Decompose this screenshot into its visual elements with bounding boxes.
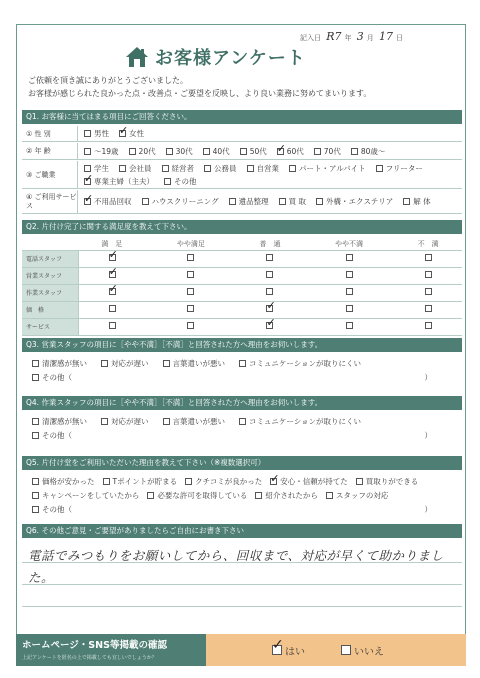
q4-option-label: コミュニケーションが取りにくい [249,416,362,426]
q5-options-row-1 [22,474,462,488]
satisfaction-column-header: やや満足 [146,238,236,250]
checkbox[interactable] [272,645,282,655]
comment-handwriting-1: 電話でみつもりをお願いしてから、回収まで、対応が早くて助かりまし [28,548,444,563]
age-option[interactable] [351,146,386,157]
checkbox[interactable] [109,322,116,329]
satisfaction-column-header: 不 満 [394,238,462,250]
checkbox[interactable] [147,492,154,499]
checkbox[interactable] [32,360,39,367]
satisfaction-row [22,250,462,267]
checkbox[interactable] [142,198,149,205]
q5-reasons [22,474,462,516]
satisfaction-cell [236,318,304,335]
q5-option[interactable] [326,490,389,501]
satisfaction-cell [304,267,394,284]
q3-other-close: ） [424,372,432,382]
checkbox[interactable] [279,198,286,205]
date-line [300,30,403,43]
greeting-line-1: ご依頼を頂き誠にありがとうございました。 [28,76,188,85]
q3-option[interactable] [239,358,361,369]
q4-reasons [22,414,462,442]
age-option[interactable] [129,146,156,157]
ruled-line [22,584,462,585]
gender-option[interactable] [84,128,109,139]
service-option-label: 解 体 [413,197,431,206]
service-option-label: ハウスクリーニング [151,197,219,206]
age-option[interactable] [277,146,304,157]
checkbox[interactable] [346,288,353,295]
satisfaction-cell [304,301,394,318]
checkbox[interactable] [101,418,108,425]
age-option[interactable] [314,146,341,157]
checkbox[interactable] [84,198,91,205]
job-option-label: 会社員 [129,163,152,173]
checkbox[interactable] [277,148,284,155]
checkbox[interactable] [403,198,410,205]
q2-title: Q2. 片付け完了に関する満足度を教えて下さい。 [22,220,462,234]
service-option[interactable] [403,196,430,207]
checkbox[interactable] [32,374,39,381]
service-option-label: 不用品回収 [94,197,132,206]
q5-option[interactable] [270,476,348,487]
age-options [78,146,462,157]
checkbox[interactable] [187,254,194,261]
age-option-label: 40代 [212,146,230,156]
checkbox[interactable] [119,165,126,172]
q3-option-label: 清潔感が無い [42,358,87,368]
satisfaction-cell [394,301,462,318]
checkbox[interactable] [326,492,333,499]
q5-other[interactable] [22,502,462,516]
satisfaction-cell [394,250,462,267]
checkbox[interactable] [204,165,211,172]
satisfaction-table [22,238,462,336]
q5-options-row-2 [22,488,462,502]
satisfaction-cell [78,284,146,301]
satisfaction-column-header: やや不満 [304,238,394,250]
checkbox[interactable] [425,288,432,295]
checkbox[interactable] [32,492,39,499]
satisfaction-cell [78,301,146,318]
q5-other-label: その他（ [42,504,72,514]
checkbox[interactable] [84,165,91,172]
satisfaction-header [22,238,462,250]
title-text: お客様アンケート [155,48,306,69]
greeting-line-2: お客様が感じられた良かった点・改善点・ご要望を反映し、より良い業務に努めてまいります。 [28,89,372,98]
checkbox[interactable] [266,305,273,312]
satisfaction-cell [304,284,394,301]
q3-option-label: 言葉遣いが悪い [172,358,225,368]
q4-option-label: 言葉遣いが悪い [172,416,225,426]
consent-no[interactable] [341,643,384,658]
q4-other-close: ） [424,430,432,440]
q3-option[interactable] [101,358,149,369]
greeting [28,74,371,100]
checkbox[interactable] [229,198,236,205]
job-option-label: 学生 [94,163,109,173]
satisfaction-cell [146,267,236,284]
job-option-label: 自営業 [256,163,279,173]
satisfaction-body [22,250,462,335]
job-option-label: その他 [174,176,197,186]
checkbox[interactable] [239,360,246,367]
satisfaction-cell [394,318,462,335]
q4-title: Q4. 作業スタッフの項目に［やや不満］［不満］と回答された方へ理由をお伺いします。 [22,396,462,410]
checkbox[interactable] [316,198,323,205]
satisfaction-cell [146,318,236,335]
date-label: 記入日 [300,34,321,42]
q3-reasons [22,356,462,384]
service-option-label: 外構・エクステリア [326,197,394,206]
checkbox[interactable] [84,130,91,137]
q5-title: Q5. 片付け堂をご利用いただいた理由を教えて下さい（※複数選択可） [22,456,462,470]
service-option[interactable] [84,196,132,207]
job-option[interactable] [376,163,423,174]
checkbox[interactable] [266,288,273,295]
q5-option-label: スタッフの対応 [335,490,389,500]
q4-other[interactable] [22,428,462,442]
checkbox[interactable] [255,492,262,499]
date-day: 17 [378,30,393,43]
checkbox[interactable] [376,165,383,172]
satisfaction-cell [236,250,304,267]
age-option-label: 50代 [249,146,267,156]
checkbox[interactable] [187,305,194,312]
q4-option[interactable] [101,416,149,427]
q5-option[interactable] [185,476,262,487]
age-label: ② 年 齢 [22,143,78,159]
gender-option[interactable] [119,128,144,139]
checkbox[interactable] [163,360,170,367]
job-option[interactable] [162,163,195,174]
checkbox[interactable] [351,148,358,155]
consent-yes-label: はい [285,646,305,658]
checkbox[interactable] [32,418,39,425]
q3-title: Q3. 営業スタッフの項目に［やや不満］［不満］と回答された方へ理由をお伺いします。 [22,338,462,352]
service-label: ④ ご利用サービス [22,190,78,213]
checkbox[interactable] [187,288,194,295]
consent-note: 上記アンケートを匿名の上で掲載しても宜しいでしょうか？ [22,655,157,661]
q5-option[interactable] [103,476,178,487]
checkbox[interactable] [103,478,110,485]
date-month: 3 [356,30,364,43]
q5-option[interactable] [147,490,247,501]
q1-gender-row [22,126,462,142]
q1-service-row [22,190,462,214]
satisfaction-row [22,267,462,284]
consent-options [206,634,466,666]
q6-title: Q6. その他ご意見・ご要望がありましたらご自由にお書き下さい [22,524,462,538]
service-options [78,196,462,207]
checkbox[interactable] [314,148,321,155]
checkbox[interactable] [32,506,39,513]
q1-age-row [22,143,462,160]
checkbox[interactable] [203,148,210,155]
page-title [125,44,306,70]
checkbox[interactable] [84,148,91,155]
service-option-label: 遺品整理 [238,197,269,206]
q5-option-label: Tポイントが貯まる [112,476,178,486]
checkbox[interactable] [239,418,246,425]
checkbox[interactable] [346,254,353,261]
checkbox[interactable] [266,322,273,329]
q3-other-label: その他（ [42,372,72,382]
checkbox[interactable] [187,322,194,329]
checkbox[interactable] [346,322,353,329]
job-option-label: 公務員 [214,163,237,173]
service-option[interactable] [142,196,219,207]
checkbox[interactable] [341,645,351,655]
q3-option[interactable] [163,358,226,369]
satisfaction-cell [146,301,236,318]
age-option[interactable] [203,146,230,157]
q1-job-row [22,161,462,189]
q1-title: Q1. お客様に当てはまる項目にご回答ください。 [22,110,462,124]
satisfaction-row [22,318,462,335]
q5-other-close: ） [424,504,432,514]
job-label: ③ ご職業 [22,161,78,188]
date-year: R7 [326,30,342,43]
q4-options [22,414,462,428]
satisfaction-row [22,284,462,301]
date-day-suffix: 日 [395,34,403,42]
satisfaction-cell [304,318,394,335]
job-option[interactable] [84,176,154,187]
job-option[interactable] [204,163,237,174]
satisfaction-cell [146,250,236,267]
q3-options [22,356,462,370]
gender-option-label: 男性 [94,129,109,138]
checkbox[interactable] [109,305,116,312]
checkbox[interactable] [346,271,353,278]
q4-other-label: その他（ [42,430,72,440]
comment-area[interactable] [22,540,462,632]
publish-consent [16,634,466,666]
q5-option[interactable] [32,476,95,487]
q5-option-label: 価格が安かった [42,476,95,486]
q5-option-label: クチコミが良かった [195,476,263,486]
checkbox[interactable] [109,288,116,295]
checkbox[interactable] [425,322,432,329]
satisfaction-cell [304,250,394,267]
job-option-label: 専業主婦（主夫） [94,176,154,186]
satisfaction-row-label: サービス [22,318,78,335]
satisfaction-cell [394,267,462,284]
q3-option-label: コミュニケーションが取りにくい [249,358,362,368]
satisfaction-column-header: 満 足 [78,238,146,250]
checkbox[interactable] [270,478,277,485]
ruled-line [22,606,462,607]
q5-option[interactable] [356,476,419,487]
q3-option[interactable] [32,358,87,369]
satisfaction-cell [146,284,236,301]
checkbox[interactable] [240,148,247,155]
age-option-label: 70代 [323,146,341,156]
q4-option[interactable] [163,416,226,427]
checkbox[interactable] [84,178,91,185]
q5-option[interactable] [32,490,139,501]
consent-no-label: いいえ [354,646,384,658]
satisfaction-column-header: 普 通 [236,238,304,250]
age-option-label: 20代 [138,146,156,156]
checkbox[interactable] [266,271,273,278]
gender-label: ① 性 別 [22,126,78,141]
satisfaction-cell [394,284,462,301]
comment-handwriting-2: た。 [28,570,55,585]
checkbox[interactable] [247,165,254,172]
age-option[interactable] [84,146,119,157]
q5-option-label: キャンペーンをしていたから [42,490,140,500]
q5-option-label: 買取りができる [365,476,419,486]
checkbox[interactable] [162,165,169,172]
checkbox[interactable] [425,271,432,278]
checkbox[interactable] [32,432,39,439]
job-option[interactable] [289,163,366,174]
checkbox[interactable] [166,148,173,155]
checkbox[interactable] [266,254,273,261]
checkbox[interactable] [425,254,432,261]
job-option-label: 経営者 [171,163,194,173]
satisfaction-row-label: 電話スタッフ [22,250,78,267]
age-option-label: 30代 [175,146,193,156]
service-option[interactable] [279,196,306,207]
q4-option-label: 対応が遅い [111,416,149,426]
q5-option-label: 必要な許可を取得している [157,490,248,500]
age-option-label: 60代 [286,146,304,156]
checkbox[interactable] [109,254,116,261]
satisfaction-cell [78,318,146,335]
q4-option-label: 清潔感が無い [42,416,87,426]
checkbox[interactable] [289,165,296,172]
job-option[interactable] [164,176,197,187]
age-option[interactable] [166,146,193,157]
satisfaction-row-label: 価 格 [22,301,78,318]
job-option-label: パート・アルバイト [299,163,366,173]
checkbox[interactable] [164,178,171,185]
service-option[interactable] [316,196,393,207]
q4-option[interactable] [239,416,361,427]
consent-title-block [16,634,206,666]
checkbox[interactable] [425,305,432,312]
checkbox[interactable] [119,130,126,137]
satisfaction-row [22,301,462,318]
gender-options [78,128,462,139]
consent-yes[interactable] [272,643,305,658]
q5-option[interactable] [255,490,318,501]
checkbox[interactable] [32,478,39,485]
checkbox[interactable] [346,305,353,312]
checkbox[interactable] [185,478,192,485]
checkbox[interactable] [163,418,170,425]
checkbox[interactable] [101,360,108,367]
service-option[interactable] [229,196,269,207]
job-option[interactable] [119,163,152,174]
job-options [78,163,462,187]
satisfaction-row-label: 作業スタッフ [22,284,78,301]
checkbox[interactable] [129,148,136,155]
q3-other[interactable] [22,370,462,384]
date-year-suffix: 年 [344,34,352,42]
service-option-label: 買 取 [288,197,307,206]
satisfaction-cell [236,267,304,284]
checkbox[interactable] [109,271,116,278]
gender-option-label: 女性 [129,129,144,138]
checkbox[interactable] [187,271,194,278]
q5-other-option[interactable] [32,504,72,515]
age-option[interactable] [240,146,267,157]
job-option-label: フリーター [385,163,423,173]
consent-title: ホームページ・SNS等掲載の確認 [22,640,167,651]
date-month-suffix: 月 [366,34,374,42]
age-option-label: 80歳〜 [360,146,386,156]
q5-option-label: 安心・信頼が持てた [280,476,348,486]
satisfaction-row-label: 営業スタッフ [22,267,78,284]
q3-option-label: 対応が遅い [111,358,149,368]
job-option[interactable] [247,163,280,174]
q5-option-label: 紹介されたから [265,490,318,500]
house-icon [125,46,149,68]
age-option-label: 〜19歳 [94,146,119,156]
q4-option[interactable] [32,416,87,427]
checkbox[interactable] [356,478,363,485]
